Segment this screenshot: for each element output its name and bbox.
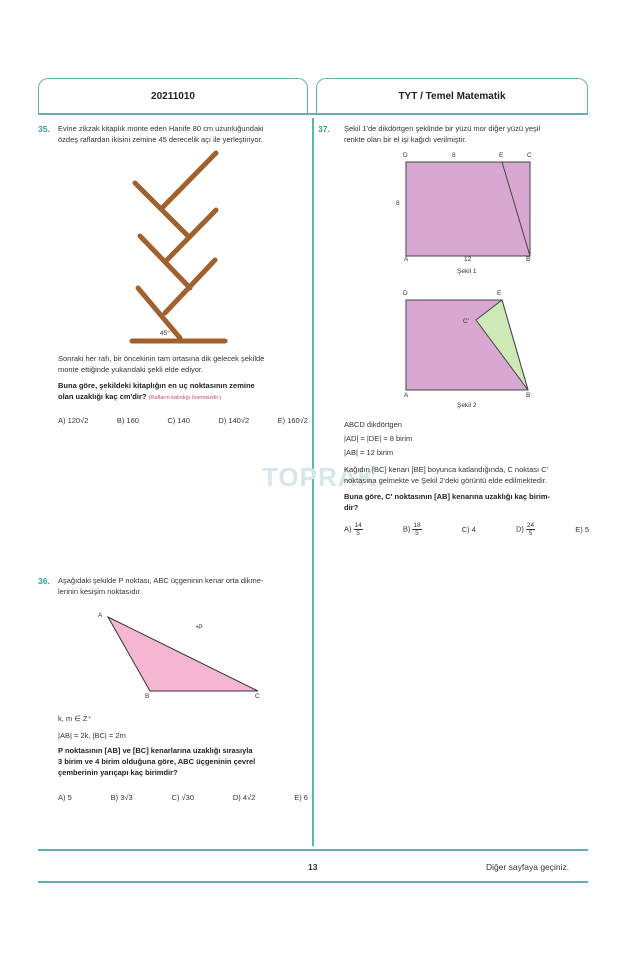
question-36-given: k, m ∈ Z⁺ |AB| = 2k, |BC| = 2m [58,714,126,740]
option-d[interactable]: D) 4√2 [232,793,256,802]
option-a[interactable]: A) 120√2 [58,416,89,425]
option-c[interactable]: C) 140 [167,416,190,425]
question-37-number: 37. [318,124,330,134]
fig2-label-c-prime: C' [463,318,469,325]
question-37-text: Şekil 1'de dikdörtgen şeklinde bir yüzü mor diğer yüzü yeşil renkte olan bir el işi kağıdı verilmiştir. [344,124,541,144]
option-e[interactable]: E) 6 [294,793,308,802]
option-c[interactable]: C) 4 [461,525,476,534]
fig1-label-top: 8 [452,152,456,159]
subject-title: TYT / Temel Matematik [398,91,506,102]
question-37-text2: Kağıdın [BC] kenarı [BE] boyunca katlandığında, C noktası C' noktasına gelmekte ve Şekil 2'deki görüntü elde edilmektedir. [344,465,549,485]
question-36-text: Aşağıdaki şekilde P noktası, ABC üçgeninin kenar orta dikme- lerinin kesişim noktasıdır. [58,576,264,596]
header-right-box [316,78,588,114]
question-35-number: 35. [38,124,50,134]
fig1-label-a: A [404,256,409,263]
figure-1 [404,160,532,258]
watermark: TOPRAK [262,462,378,492]
option-e[interactable]: E) 5 [575,525,589,534]
rectangle-abcd [406,162,530,256]
fig2-label-b: B [526,392,531,399]
fig1-caption: Şekil 1 [457,268,477,275]
triangle-abc [108,617,258,691]
fig1-label-c: C [527,152,532,159]
question-36-number: 36. [38,576,50,586]
option-b[interactable]: B) $\frac{18}{5}$ [402,522,421,537]
fig1-label-bottom: 12 [464,256,472,263]
label-c: C [255,693,260,700]
question-36-options [58,793,308,802]
fig1-label-d: D [403,152,408,159]
fig1-label-left: 8 [396,200,400,207]
fig1-label-e: E [499,152,504,159]
option-b[interactable]: B) 3√3 [110,793,133,802]
option-d[interactable]: D) $\frac{24}{5}$ [515,522,535,537]
fig2-label-e: E [497,290,502,297]
point-p: •P [196,624,203,631]
shelf-6 [162,153,216,208]
note: (Rafların kalınlığı önemsizdir.) [148,395,222,401]
footer-line-bottom [38,881,588,883]
question-35-options [58,416,308,425]
shelf-1 [138,288,180,338]
question-36-question: P noktasının [AB] ve [BC] kenarlarına uzaklığı sırasıyla 3 birim ve 4 birim olduğuna göre, ABC üçgeninin çevrel çemberinin yarıçapı kaç birimdir? [58,746,256,777]
question-35-question: Buna göre, şekildeki kitaplığın en uç noktasının zemine olan uzaklığı kaç cm'dir? (Rafların kalınlığı önemsizdir.) [58,381,255,401]
footer-line-top [38,849,588,851]
figure-2 [404,298,532,394]
question-37-options [344,522,589,537]
question-35-text2: Sonraki her rafı, bir öncekinin tam ortasına dik gelecek şekilde monte ettiğinde yukarıdaki şekli elde ediyor. [58,354,265,374]
option-e[interactable]: E) 160√2 [277,416,308,425]
option-d[interactable]: D) 140√2 [218,416,250,425]
next-page-text: Diğer sayfaya geçiniz. [486,862,570,872]
question-37-given: ABCD dikdörtgen |AD| = |DE| = 8 birim |AB| = 12 birim [344,420,413,457]
fig1-label-b: B [526,256,531,263]
exam-code: 20211010 [151,91,195,102]
header-left-box [38,78,308,114]
option-b[interactable]: B) 160 [116,416,139,425]
fig2-label-d: D [403,290,408,297]
fig2-caption: Şekil 2 [457,402,477,409]
option-a[interactable]: A) $\frac{14}{5}$ [344,522,362,537]
fig2-label-a: A [404,392,409,399]
page-number: 13 [308,862,318,872]
angle-label: 45° [160,330,170,337]
label-b: B [145,693,150,700]
triangle-abc-figure [95,605,275,705]
question-37-question: Buna göre, C' noktasının [AB] kenarına uzaklığı kaç birim- dir? [344,492,550,512]
option-a[interactable]: A) 5 [58,793,72,802]
label-a: A [98,612,103,619]
option-c[interactable]: C) √30 [171,793,194,802]
bookshelf-figure [120,148,240,348]
header-divider [38,113,588,115]
question-35-text: Evine zikzak kitaplık monte eden Hanife 80 cm uzunluğundaki özdeş raflardan ikisini zemine 45 derecelik açı ile yerleştiriyor. [58,124,264,144]
